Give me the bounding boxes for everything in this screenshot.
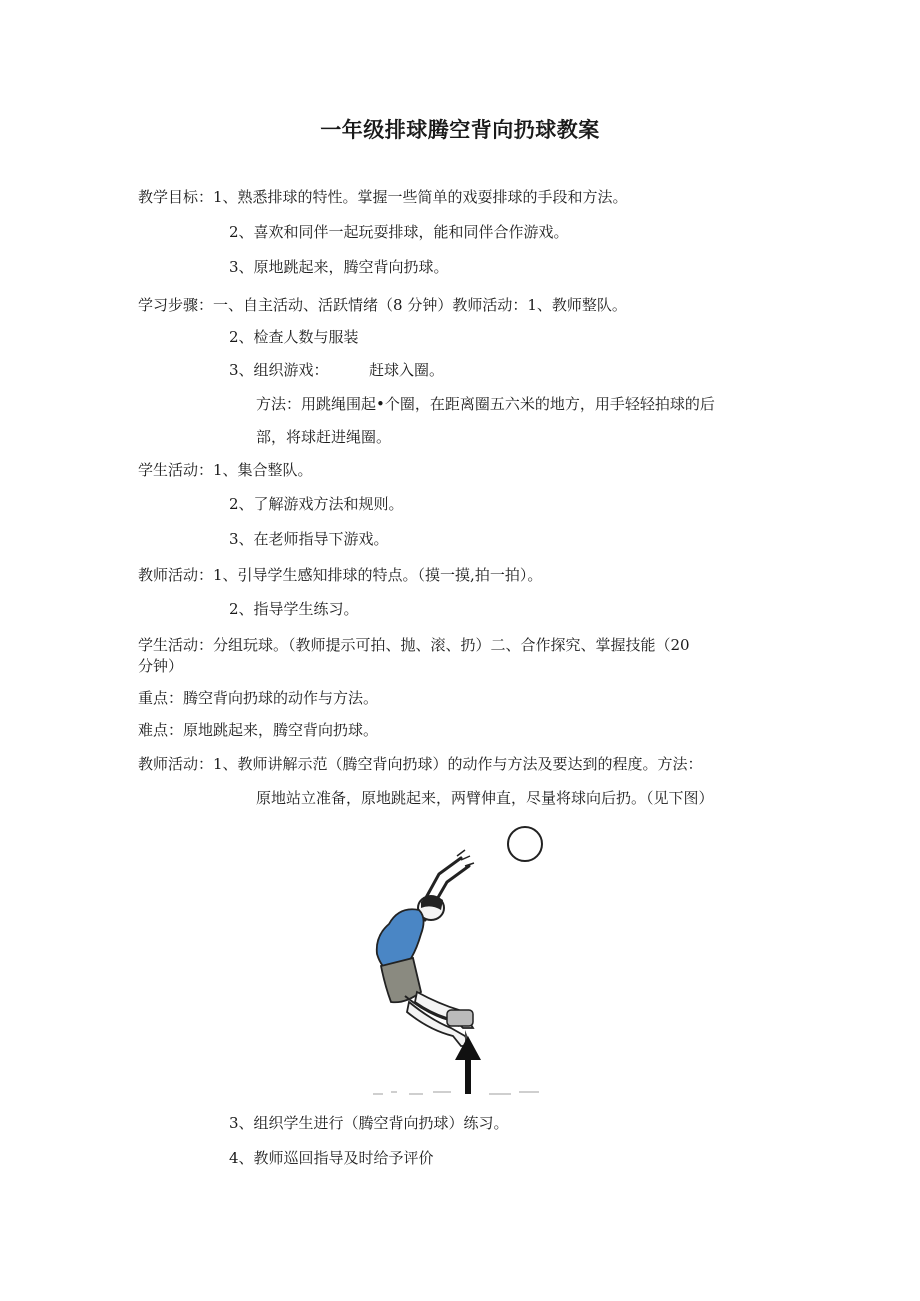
- student-activity-line-3: 3、在老师指导下游戏。: [229, 530, 389, 548]
- teacher-demo-line-1: 教师活动：1、教师讲解示范（腾空背向扔球）的动作与方法及要达到的程度。方法：: [138, 755, 703, 773]
- steps-line-2: 2、检查人数与服装: [229, 328, 359, 346]
- student-group-line-2: 分钟）: [138, 657, 184, 675]
- student-activity-line-1: 学生活动：1、集合整队。: [138, 461, 313, 479]
- steps-line-3: 3、组织游戏：: [229, 361, 329, 379]
- teacher-activity-line-1: 教师活动：1、引导学生感知排球的特点。（摸一摸,拍一拍）。: [138, 566, 543, 584]
- difficulty-line: 难点：原地跳起来，腾空背向扔球。: [138, 721, 379, 739]
- student-group-line-1: 学生活动：分组玩球。（教师提示可拍、抛、滚、扔）二、合作探究、掌握技能（20: [138, 636, 690, 654]
- goal-line-2: 2、喜欢和同伴一起玩耍排球，能和同伴合作游戏。: [229, 223, 569, 241]
- steps-line-1: 学习步骤：一、自主活动、活跃情绪（8 分钟）教师活动：1、教师整队。: [138, 296, 627, 314]
- practice-line: 3、组织学生进行（腾空背向扔球）练习。: [229, 1114, 509, 1132]
- teacher-activity-line-2: 2、指导学生练习。: [229, 600, 359, 618]
- game-name: 赶球入圈。: [369, 361, 445, 379]
- student-activity-line-2: 2、了解游戏方法和规则。: [229, 495, 404, 513]
- goal-line-3: 3、原地跳起来，腾空背向扔球。: [229, 258, 449, 276]
- evaluation-line: 4、教师巡回指导及时给予评价: [229, 1149, 434, 1167]
- ball-icon: [508, 827, 542, 861]
- method-line-1: 方法：用跳绳围起•个圈，在距离圈五六米的地方，用手轻轻拍球的后: [256, 395, 715, 413]
- key-point-line: 重点：腾空背向扔球的动作与方法。: [138, 689, 379, 707]
- method-line-2: 部，将球赶进绳圈。: [256, 428, 392, 446]
- goal-line-1: 教学目标：1、熟悉排球的特性。掌握一些简单的戏耍排球的手段和方法。: [138, 188, 628, 206]
- teacher-demo-line-2: 原地站立准备，原地跳起来，两臂伸直，尽量将球向后扔。（见下图）: [256, 789, 714, 807]
- document-title: 一年级排球腾空背向扔球教案: [320, 118, 600, 142]
- volleyball-jump-throw-illustration: [369, 824, 550, 1100]
